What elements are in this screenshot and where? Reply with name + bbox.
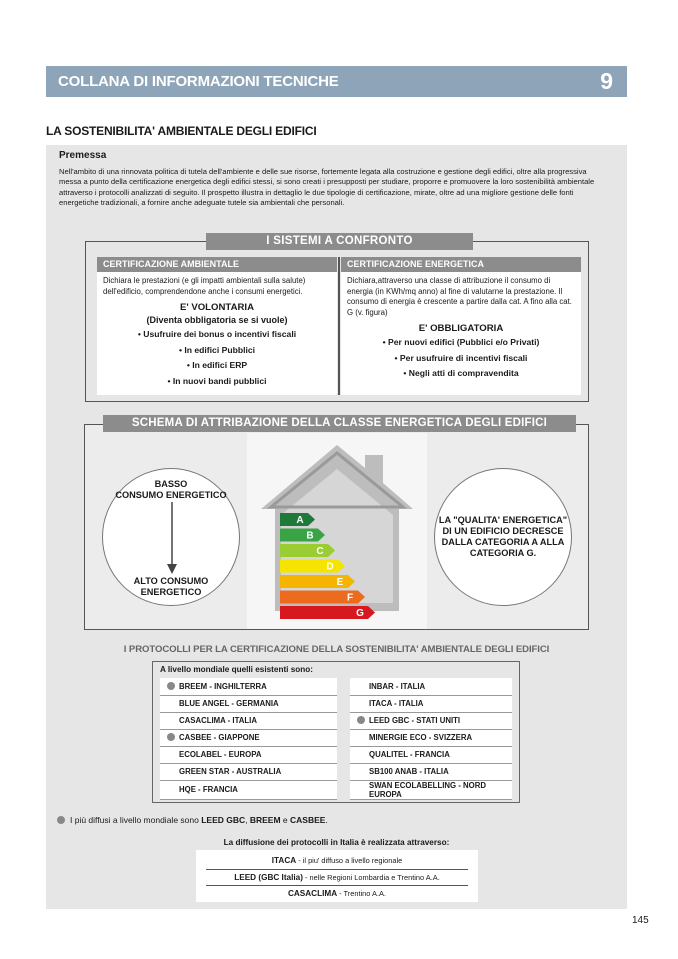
- protocol-row: [160, 780, 512, 799]
- protocol-cell: [350, 746, 512, 763]
- diffusion-row: [206, 870, 468, 887]
- premessa-title: Premessa: [59, 150, 107, 161]
- energy-class-label: F: [346, 592, 354, 604]
- energy-status: E' OBBLIGATORIA: [418, 323, 504, 334]
- diffusion-desc: - il piu' diffuso a livello regionale: [296, 856, 403, 865]
- diffusion-desc: - Trentino A.A.: [337, 889, 386, 898]
- note-suffix: .: [325, 815, 328, 825]
- protocol-row: [160, 712, 512, 729]
- energy-bullet: • Negli atti di compravendita: [403, 368, 519, 378]
- protocol-name: ECOLABEL - EUROPA: [179, 750, 262, 759]
- energy-house-icon: [247, 433, 427, 629]
- header-title: COLLANA DI INFORMAZIONI TECNICHE: [58, 73, 339, 90]
- protocols-title: I PROTOCOLLI PER LA CERTIFICAZIONE DELLA SOSTENIBILITA' AMBIENTALE DEGLI EDIFICI: [123, 644, 550, 655]
- energy-class-label: A: [296, 515, 304, 526]
- energy-certification-column: [341, 257, 581, 395]
- protocol-cell: [160, 695, 337, 712]
- protocol-cell: [350, 780, 512, 799]
- protocol-name: CASACLIMA - ITALIA: [179, 716, 257, 725]
- energy-class-bar-b: [280, 529, 325, 542]
- note-prefix: I più diffusi a livello mondiale sono: [70, 815, 202, 825]
- table-gap: [337, 763, 350, 780]
- protocols-table-heading: A livello mondiale quelli esistenti sono:: [160, 665, 314, 674]
- protocol-cell: [160, 780, 337, 799]
- energy-class-scheme-title: SCHEMA DI ATTRIBAZIONE DELLA CLASSE ENERGETICA DEGLI EDIFICI: [103, 415, 576, 432]
- energy-class-label: D: [326, 561, 334, 573]
- protocol-cell: [350, 695, 512, 712]
- diffusion-name: LEED (GBC Italia): [234, 872, 303, 882]
- high-consumption-label: ALTO CONSUMO ENERGETICO: [133, 576, 209, 597]
- protocol-row: [160, 729, 512, 746]
- table-gap: [337, 729, 350, 746]
- systems-comparison-title: I SISTEMI A CONFRONTO: [206, 233, 473, 250]
- environmental-status: E' VOLONTARIA: [179, 302, 255, 313]
- note-separator: ,: [245, 815, 250, 825]
- section-title: LA SOSTENIBILITA' AMBIENTALE DEGLI EDIFICI: [46, 124, 317, 138]
- protocol-name: ITACA - ITALIA: [369, 699, 424, 708]
- environmental-bullet: • In edifici Pubblici: [178, 344, 256, 355]
- diffusion-name: CASACLIMA: [287, 889, 338, 898]
- energy-certification-description: Dichiara,attraverso una classe di attribuzione il consumo di energia (in KWh/mq anno) al fine di valutarne la prestazione. Il consumo di energia è crescente a partire dalla cat. A fino alla cat. G (v. figura): [347, 276, 572, 317]
- environmental-bullet: • In nuovi bandi pubblici: [167, 375, 267, 386]
- protocol-name: SWAN ECOLABELLING - NORD EUROPA: [369, 780, 486, 799]
- energy-bullet: • Per nuovi edifici (Pubblici e/o Privati): [382, 337, 540, 347]
- environmental-certification-description: Dichiara le prestazioni (e gli impatti ambientali sulla salute) dell'edificio, comprendendone anche i consumi energetici.: [103, 276, 306, 296]
- diffusion-name: ITACA: [271, 856, 297, 865]
- low-consumption-label: BASSO CONSUMO ENERGETICO: [115, 479, 227, 500]
- protocol-name: BREEM - INGHILTERRA: [179, 681, 267, 691]
- protocol-name: LEED GBC - STATI UNITI: [369, 716, 461, 725]
- table-gap: [337, 678, 350, 695]
- highlight-dot-icon: [167, 682, 175, 690]
- most-common-note: [57, 815, 328, 825]
- table-gap: [337, 746, 350, 763]
- energy-bullet: • Per usufruire di incentivi fiscali: [394, 352, 528, 363]
- protocol-name: SB100 ANAB - ITALIA: [369, 767, 449, 776]
- protocol-cell: [350, 712, 512, 729]
- column-divider: [338, 257, 340, 395]
- protocol-name: HQE - FRANCIA: [179, 785, 238, 794]
- premessa-text: Nell'ambito di una rinnovata politica di tutela dell'ambiente e delle sue risorse, fortemente legata alla costruzione e gestione degli edifici, oltre alla progressiva messa a punto della certificazione energetica degli edifici stessi, si sono creati i presupposti per studiare, proporre e promuovere la loro sostenibilità ambientale attraverso i protocolli analizzati di seguito. Il prospetto illustra in dettaglio le due tipologie di certificazione, mirate, oltre ad una migliore gestione delle fonti energetiche tradizionali, a fornire anche adeguate tutele sia ambientali che personali.: [59, 167, 595, 208]
- highlight-dot-icon: [357, 716, 365, 724]
- header-bar: [46, 66, 627, 97]
- table-gap: [337, 780, 350, 799]
- protocol-name: MINERGIE ECO - SVIZZERA: [369, 733, 473, 742]
- table-gap: [337, 712, 350, 729]
- protocol-row: [160, 763, 512, 780]
- bullet-dot-icon: [57, 816, 65, 824]
- energy-class-label: B: [306, 530, 314, 542]
- protocol-row: [160, 695, 512, 712]
- protocol-cell: [160, 763, 337, 780]
- diffusion-row: [206, 886, 468, 902]
- protocols-table: [160, 678, 512, 800]
- environmental-status-note: (Diventa obbligatoria se si vuole): [146, 315, 288, 325]
- note-separator: e: [280, 815, 291, 825]
- protocol-cell: [350, 729, 512, 746]
- protocol-name: CASBEE - GIAPPONE: [179, 733, 260, 742]
- energy-certification-heading: CERTIFICAZIONE ENERGETICA: [341, 257, 581, 272]
- energy-class-label: E: [336, 577, 344, 588]
- italy-diffusion-title: La diffusione dei protocolli in Italia è realizzata attraverso:: [223, 838, 450, 847]
- energy-class-label: C: [316, 546, 324, 557]
- energy-class-bar-d: [280, 560, 345, 573]
- note-protocol: BREEM: [249, 815, 281, 825]
- protocol-row: [160, 678, 512, 695]
- protocol-cell: [350, 763, 512, 780]
- protocol-row: [160, 746, 512, 763]
- protocol-cell: [160, 746, 337, 763]
- protocol-name: INBAR - ITALIA: [369, 681, 426, 691]
- environmental-certification-column: [97, 257, 337, 395]
- protocol-name: GREEN STAR - AUSTRALIA: [179, 767, 282, 776]
- environmental-bullet: • Usufruire dei bonus o incentivi fiscali: [137, 329, 297, 339]
- energy-class-bar-c: [280, 544, 335, 557]
- protocol-cell: [160, 729, 337, 746]
- protocol-name: QUALITEL - FRANCIA: [369, 750, 450, 759]
- down-arrow-icon: [160, 500, 184, 580]
- page-number: 145: [632, 915, 649, 926]
- protocol-cell: [350, 678, 512, 695]
- chapter-number: 9: [600, 68, 613, 94]
- environmental-bullet: • In edifici ERP: [186, 360, 248, 370]
- environmental-certification-heading: CERTIFICAZIONE AMBIENTALE: [97, 257, 337, 272]
- diffusion-desc: - nelle Regioni Lombardia e Trentino A.A.: [302, 872, 440, 882]
- protocol-name: BLUE ANGEL - GERMANIA: [179, 699, 279, 708]
- energy-class-bar-e: [280, 575, 355, 588]
- diffusion-row: [206, 853, 468, 870]
- energy-quality-text: LA "QUALITA' ENERGETICA" DI UN EDIFICIO DECRESCE DALLA CATEGORIA A ALLA CATEGORIA G.: [438, 515, 568, 558]
- note-protocol: CASBEE: [290, 815, 326, 825]
- highlight-dot-icon: [167, 733, 175, 741]
- protocol-cell: [160, 678, 337, 695]
- energy-class-label: G: [356, 608, 364, 619]
- note-protocol: LEED GBC: [201, 815, 246, 825]
- table-gap: [337, 695, 350, 712]
- protocol-cell: [160, 712, 337, 729]
- italy-diffusion-box: [196, 850, 478, 902]
